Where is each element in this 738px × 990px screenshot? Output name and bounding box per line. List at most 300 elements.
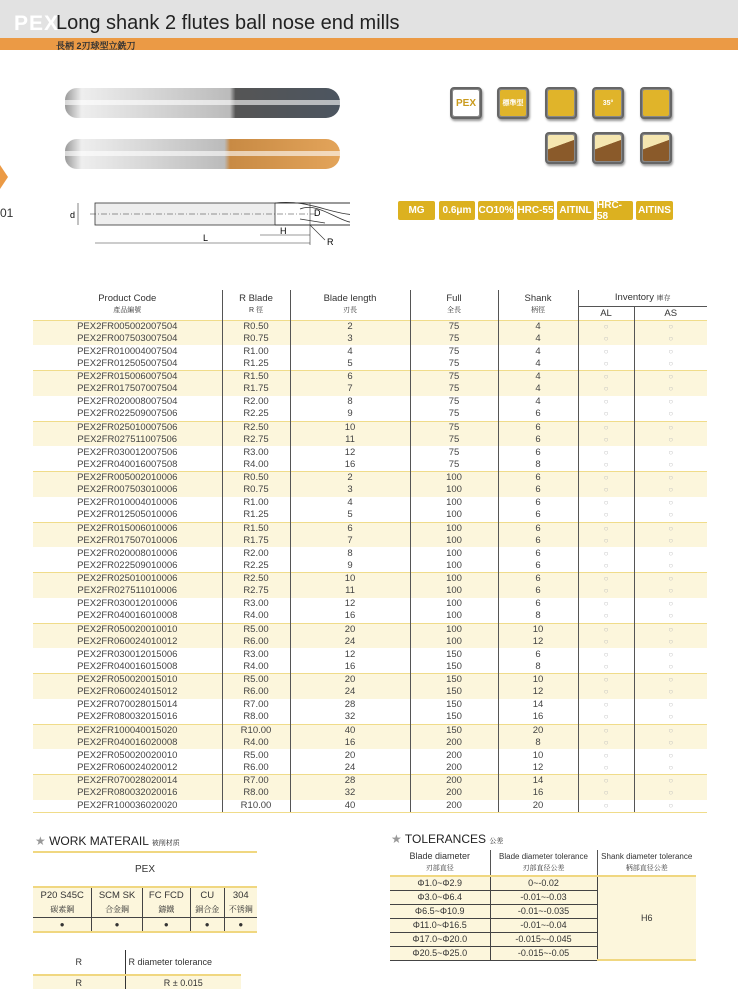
r-header: R xyxy=(75,957,82,967)
table-row xyxy=(33,800,707,813)
r-blade: R7.00 xyxy=(222,775,290,788)
stock-al: ○ xyxy=(578,623,634,636)
stock-al: ○ xyxy=(578,345,634,358)
r-blade: R8.00 xyxy=(222,787,290,800)
table-row xyxy=(33,610,707,623)
page-title: Long shank 2 flutes ball nose end mills xyxy=(56,12,400,34)
shank-diameter: 12 xyxy=(498,636,578,649)
table-row xyxy=(33,434,707,447)
full-length: 150 xyxy=(410,686,498,699)
table-row xyxy=(33,345,707,358)
r-blade: R2.75 xyxy=(222,585,290,598)
full-length: 150 xyxy=(410,724,498,737)
material-en: CU xyxy=(190,887,224,902)
blade-length: 9 xyxy=(290,408,410,421)
product-code: PEX2FR080032020016 xyxy=(33,787,222,800)
full-length: 200 xyxy=(410,800,498,813)
full-length: 100 xyxy=(410,610,498,623)
table-row xyxy=(33,661,707,674)
shank-diameter: 6 xyxy=(498,497,578,510)
shank-diameter: 16 xyxy=(498,787,578,800)
product-code: PEX2FR060024020012 xyxy=(77,761,178,773)
product-code: PEX2FR005002007504 xyxy=(33,320,222,333)
tool-photo-altin xyxy=(65,88,340,118)
r-blade: R10.00 xyxy=(222,800,290,813)
table-row xyxy=(33,686,707,699)
icon-label: PEX xyxy=(453,90,479,116)
product-code: PEX2FR027511010006 xyxy=(33,585,222,598)
shank-diameter: 6 xyxy=(498,484,578,497)
header-product-code: Product Code xyxy=(98,293,157,305)
stock-al: ○ xyxy=(578,509,634,522)
stock-al: ○ xyxy=(578,434,634,447)
stock-al: ○ xyxy=(578,775,634,788)
tol-header-shank-tol-cn: 柄部直径公差 xyxy=(625,865,668,872)
full-length: 75 xyxy=(410,345,498,358)
header-blade-length-cn: 刃長 xyxy=(343,307,357,315)
blade-diameter-range: Φ6.5~Φ10.9 xyxy=(390,904,490,918)
shank-diameter: 10 xyxy=(498,749,578,762)
table-row xyxy=(33,699,707,712)
full-length: 150 xyxy=(410,661,498,674)
work-material-heading-cn: 被削材质 xyxy=(151,840,180,847)
r-blade: R0.50 xyxy=(222,472,290,485)
stock-as: ○ xyxy=(634,497,707,510)
product-code: PEX2FR040016015008 xyxy=(77,660,178,672)
header-shank: Shank xyxy=(524,293,552,305)
stock-al: ○ xyxy=(578,408,634,421)
r-blade: R8.00 xyxy=(222,711,290,724)
tolerances-title xyxy=(391,832,503,846)
blade-length: 12 xyxy=(290,446,410,459)
stock-al: ○ xyxy=(578,459,634,472)
stock-al: ○ xyxy=(578,711,634,724)
table-row xyxy=(33,623,707,636)
stock-as: ○ xyxy=(634,459,707,472)
stock-al: ○ xyxy=(578,674,634,687)
product-code: PEX2FR070028015014 xyxy=(77,699,178,711)
stock-as: ○ xyxy=(634,787,707,800)
r-blade: R4.00 xyxy=(222,737,290,750)
stock-as: ○ xyxy=(634,509,707,522)
full-length: 200 xyxy=(410,787,498,800)
shank-diameter: 6 xyxy=(498,472,578,485)
blade-length: 2 xyxy=(290,472,410,485)
stock-al: ○ xyxy=(578,737,634,750)
table-row xyxy=(33,737,707,750)
stock-as: ○ xyxy=(634,421,707,434)
header-r-blade: R Blade xyxy=(239,293,273,305)
full-length: 200 xyxy=(410,762,498,775)
header-blade-length: Blade length xyxy=(323,293,377,305)
product-code: PEX2FR022509007506 xyxy=(77,408,178,420)
tool-dimension-drawing xyxy=(60,195,350,250)
table-row xyxy=(33,711,707,724)
product-code: PEX2FR007503010006 xyxy=(33,484,222,497)
table-row xyxy=(33,787,707,800)
material-en: SCM SK xyxy=(92,887,142,902)
shank-diameter: 4 xyxy=(498,358,578,371)
shank-diameter: 6 xyxy=(498,585,578,598)
shank-diameter: 8 xyxy=(498,610,578,623)
header-shank-cn: 柄徑 xyxy=(531,307,545,315)
blade-diameter-range: Φ1.0~Φ2.9 xyxy=(390,876,490,890)
header-inventory-cn: 庫存 xyxy=(656,294,671,302)
product-code: PEX2FR010004007504 xyxy=(77,345,178,357)
product-code: PEX2FR007503007504 xyxy=(33,333,222,346)
stock-al: ○ xyxy=(578,371,634,384)
blade-length: 10 xyxy=(290,573,410,586)
table-row xyxy=(33,775,707,788)
stock-as: ○ xyxy=(634,711,707,724)
product-code: PEX2FR040016010008 xyxy=(77,610,178,622)
dim-R: R xyxy=(327,237,334,247)
header-al: AL xyxy=(578,306,634,320)
contour-milling-icon xyxy=(545,132,577,164)
full-length: 150 xyxy=(410,674,498,687)
product-code: PEX2FR020008007504 xyxy=(77,396,178,408)
full-length: 100 xyxy=(410,547,498,560)
table-row xyxy=(33,585,707,598)
tol-header-blade-tol-cn: 刃部直径公差 xyxy=(522,865,565,872)
blade-length: 40 xyxy=(290,724,410,737)
work-material-heading: WORK MATERAIL xyxy=(49,834,149,848)
cavity-milling-icon xyxy=(592,132,624,164)
icon-label xyxy=(643,90,669,116)
material-en: 304 xyxy=(224,887,257,902)
tol-header-blade-diameter: Blade diameter xyxy=(409,851,471,861)
full-length: 100 xyxy=(410,573,498,586)
shank-diameter: 12 xyxy=(498,762,578,775)
shank-diameter: 4 xyxy=(498,345,578,358)
icon-label xyxy=(643,135,669,161)
product-code: PEX2FR100040015020 xyxy=(33,724,222,737)
tolerances-heading-cn: 公差 xyxy=(489,838,504,845)
stock-al: ○ xyxy=(578,686,634,699)
shank-diameter: 6 xyxy=(498,535,578,548)
table-row xyxy=(33,383,707,396)
blade-length: 20 xyxy=(290,674,410,687)
product-code: PEX2FR030012015006 xyxy=(77,648,178,660)
table-row xyxy=(33,547,707,560)
table-row xyxy=(33,762,707,775)
full-length: 100 xyxy=(410,636,498,649)
product-code: PEX2FR040016007508 xyxy=(77,458,178,470)
header-full-cn: 全長 xyxy=(447,307,461,315)
table-row xyxy=(33,396,707,409)
r-blade: R0.50 xyxy=(222,320,290,333)
product-code: PEX2FR017507010006 xyxy=(33,535,222,548)
full-length: 200 xyxy=(410,775,498,788)
spec-badge: HRC-55 xyxy=(517,201,554,220)
star-icon: ★ xyxy=(391,832,402,846)
page-tab-marker xyxy=(0,165,8,189)
shank-diameter: 6 xyxy=(498,509,578,522)
header-full: Full xyxy=(446,293,462,305)
r-blade: R6.00 xyxy=(222,762,290,775)
stock-as: ○ xyxy=(634,762,707,775)
product-code: PEX2FR050020015010 xyxy=(33,674,222,687)
stock-as: ○ xyxy=(634,547,707,560)
stock-as: ○ xyxy=(634,775,707,788)
work-material-table xyxy=(33,886,257,933)
table-row xyxy=(33,421,707,434)
product-code: PEX2FR012505010006 xyxy=(77,509,178,521)
full-length: 100 xyxy=(410,535,498,548)
stock-al: ○ xyxy=(578,699,634,712)
stock-as: ○ xyxy=(634,623,707,636)
work-material-title xyxy=(35,834,180,848)
shank-diameter: 10 xyxy=(498,674,578,687)
product-code: PEX2FR050020020010 xyxy=(77,749,178,761)
r-tolerance-table xyxy=(33,950,241,989)
blade-length: 4 xyxy=(290,345,410,358)
blade-length: 20 xyxy=(290,749,410,762)
shank-diameter: 4 xyxy=(498,383,578,396)
stock-as: ○ xyxy=(634,737,707,750)
stock-al: ○ xyxy=(578,560,634,573)
full-length: 75 xyxy=(410,371,498,384)
shank-diameter: 6 xyxy=(498,522,578,535)
tol-header-blade-tol: Blade diameter tolerance xyxy=(499,852,588,861)
full-length: 100 xyxy=(410,585,498,598)
r-blade: R4.00 xyxy=(222,661,290,674)
tolerance-row xyxy=(390,876,696,890)
table-row xyxy=(33,535,707,548)
blade-length: 16 xyxy=(290,610,410,623)
stock-as: ○ xyxy=(634,648,707,661)
table-row xyxy=(33,674,707,687)
product-code: PEX2FR100036020020 xyxy=(33,800,222,813)
product-code: PEX2FR080032015016 xyxy=(77,711,178,723)
material-cn: 鑄鐵 xyxy=(142,902,190,917)
divider xyxy=(33,851,257,853)
blade-length: 8 xyxy=(290,396,410,409)
dim-L: L xyxy=(203,233,209,243)
icon-label xyxy=(595,135,621,161)
stock-as: ○ xyxy=(634,598,707,611)
stock-as: ○ xyxy=(634,661,707,674)
r-blade: R0.75 xyxy=(222,484,290,497)
blade-length: 12 xyxy=(290,648,410,661)
shank-diameter: 20 xyxy=(498,800,578,813)
stock-al: ○ xyxy=(578,358,634,371)
stock-as: ○ xyxy=(634,484,707,497)
stock-as: ○ xyxy=(634,535,707,548)
product-code: PEX2FR017507007504 xyxy=(33,383,222,396)
stock-al: ○ xyxy=(578,648,634,661)
table-row xyxy=(33,724,707,737)
product-code: PEX2FR022509010006 xyxy=(77,559,178,571)
stock-as: ○ xyxy=(634,358,707,371)
shank-diameter: 6 xyxy=(498,547,578,560)
blade-length: 16 xyxy=(290,459,410,472)
standard-type-icon xyxy=(497,87,529,119)
shank-tolerance: H6 xyxy=(597,876,696,960)
product-code: PEX2FR040016020008 xyxy=(33,737,222,750)
shank-diameter: 8 xyxy=(498,459,578,472)
stock-al: ○ xyxy=(578,522,634,535)
table-row xyxy=(33,408,707,421)
table-row xyxy=(33,459,707,472)
product-code: PEX2FR070028020014 xyxy=(33,775,222,788)
product-code: PEX2FR015006010006 xyxy=(33,522,222,535)
stock-al: ○ xyxy=(578,573,634,586)
product-code: PEX2FR005002010006 xyxy=(33,472,222,485)
two-flute-icon xyxy=(545,87,577,119)
stock-al: ○ xyxy=(578,535,634,548)
full-length: 100 xyxy=(410,472,498,485)
r-blade: R1.75 xyxy=(222,383,290,396)
stock-al: ○ xyxy=(578,749,634,762)
tolerances-table xyxy=(390,850,696,961)
shank-diameter: 10 xyxy=(498,623,578,636)
full-length: 75 xyxy=(410,383,498,396)
suitability-mark: ● xyxy=(59,919,65,929)
product-code: PEX2FR030012007506 xyxy=(77,446,178,458)
stock-al: ○ xyxy=(578,547,634,560)
full-length: 75 xyxy=(410,434,498,447)
material-cn: 不锈鋼 xyxy=(224,902,257,917)
r-blade: R1.00 xyxy=(222,345,290,358)
stock-as: ○ xyxy=(634,800,707,813)
stock-al: ○ xyxy=(578,762,634,775)
header-product-code-cn: 產品編號 xyxy=(113,307,142,315)
stock-al: ○ xyxy=(578,383,634,396)
full-length: 200 xyxy=(410,737,498,750)
full-length: 100 xyxy=(410,598,498,611)
r-blade: R6.00 xyxy=(222,636,290,649)
stock-as: ○ xyxy=(634,674,707,687)
suitability-mark: ● xyxy=(142,917,190,932)
icon-label xyxy=(548,135,574,161)
stock-as: ○ xyxy=(634,446,707,459)
table-row xyxy=(33,573,707,586)
r-blade: R2.25 xyxy=(222,560,290,573)
r-blade: R2.50 xyxy=(222,421,290,434)
material-en: P20 S45C xyxy=(40,889,84,901)
r-blade: R2.50 xyxy=(222,573,290,586)
full-length: 150 xyxy=(410,711,498,724)
r-blade: R1.25 xyxy=(222,358,290,371)
stock-as: ○ xyxy=(634,585,707,598)
full-length: 150 xyxy=(410,699,498,712)
full-length: 100 xyxy=(410,497,498,510)
series-code: PEX xyxy=(14,12,60,35)
blade-length: 4 xyxy=(290,497,410,510)
header-as: AS xyxy=(634,306,707,320)
material-cn: 碳素鋼 xyxy=(33,902,92,917)
shank-diameter: 6 xyxy=(498,408,578,421)
r-blade: R0.75 xyxy=(222,333,290,346)
stock-al: ○ xyxy=(578,610,634,623)
tol-header-blade-diameter-cn: 刃部直径 xyxy=(425,865,454,872)
material-cn: 合金鋼 xyxy=(92,902,142,917)
table-row xyxy=(33,333,707,346)
page-subtitle: 長柄 2刃球型立銑刀 xyxy=(56,41,136,51)
full-length: 100 xyxy=(410,522,498,535)
blade-tolerance: -0.01~-0.035 xyxy=(490,904,597,918)
blade-diameter-range: Φ17.0~Φ20.0 xyxy=(390,932,490,946)
full-length: 150 xyxy=(410,648,498,661)
header-r-blade-cn: R 徑 xyxy=(249,307,263,315)
header-inventory: Inventory xyxy=(614,291,654,303)
shank-diameter: 14 xyxy=(498,699,578,712)
stock-as: ○ xyxy=(634,472,707,485)
spec-badge: AITINS xyxy=(636,201,673,220)
full-length: 100 xyxy=(410,623,498,636)
spec-badge: HRC-58 xyxy=(597,201,633,220)
blade-length: 7 xyxy=(290,383,410,396)
stock-al: ○ xyxy=(578,333,634,346)
product-code: PEX2FR020008010006 xyxy=(77,547,178,559)
blade-length: 7 xyxy=(290,535,410,548)
blade-length: 8 xyxy=(290,547,410,560)
stock-as: ○ xyxy=(634,610,707,623)
stock-as: ○ xyxy=(634,371,707,384)
product-code: PEX2FR060024015012 xyxy=(33,686,222,699)
r-blade: R3.00 xyxy=(222,446,290,459)
product-code: PEX2FR050020010010 xyxy=(33,623,222,636)
stock-as: ○ xyxy=(634,320,707,333)
blade-diameter-range: Φ3.0~Φ6.4 xyxy=(390,890,490,904)
icon-label xyxy=(548,90,574,116)
table-row xyxy=(33,648,707,661)
blade-length: 10 xyxy=(290,421,410,434)
blade-length: 5 xyxy=(290,358,410,371)
blade-length: 16 xyxy=(290,661,410,674)
stock-al: ○ xyxy=(578,598,634,611)
stock-al: ○ xyxy=(578,497,634,510)
dim-D: D xyxy=(314,208,321,218)
stock-al: ○ xyxy=(578,787,634,800)
r-blade: R2.00 xyxy=(222,547,290,560)
r-blade: R10.00 xyxy=(222,724,290,737)
star-icon: ★ xyxy=(35,834,46,848)
spec-badge: AITINL xyxy=(557,201,594,220)
stock-as: ○ xyxy=(634,434,707,447)
table-row xyxy=(33,497,707,510)
suitability-mark: ● xyxy=(92,917,142,932)
stock-as: ○ xyxy=(634,522,707,535)
r-tolerance-value: R ± 0.015 xyxy=(125,975,241,989)
table-row xyxy=(33,749,707,762)
spec-badge: CO10% xyxy=(478,201,514,220)
shank-diameter: 6 xyxy=(498,560,578,573)
stock-as: ○ xyxy=(634,560,707,573)
full-length: 75 xyxy=(410,396,498,409)
r-blade: R2.00 xyxy=(222,396,290,409)
shank-diameter: 6 xyxy=(498,648,578,661)
full-length: 75 xyxy=(410,408,498,421)
full-length: 75 xyxy=(410,358,498,371)
stock-as: ○ xyxy=(634,636,707,649)
shank-diameter: 6 xyxy=(498,598,578,611)
table-row xyxy=(33,522,707,535)
stock-al: ○ xyxy=(578,320,634,333)
table-row xyxy=(33,636,707,649)
blade-length: 6 xyxy=(290,371,410,384)
shank-diameter: 12 xyxy=(498,686,578,699)
r-blade: R5.00 xyxy=(222,674,290,687)
blade-tolerance: -0.015~-0.045 xyxy=(490,932,597,946)
blade-length: 28 xyxy=(290,699,410,712)
blade-length: 28 xyxy=(290,775,410,788)
blade-tolerance: -0.015~-0.05 xyxy=(490,946,597,960)
dim-H: H xyxy=(280,226,287,236)
blade-length: 9 xyxy=(290,560,410,573)
r-blade: R2.75 xyxy=(222,434,290,447)
